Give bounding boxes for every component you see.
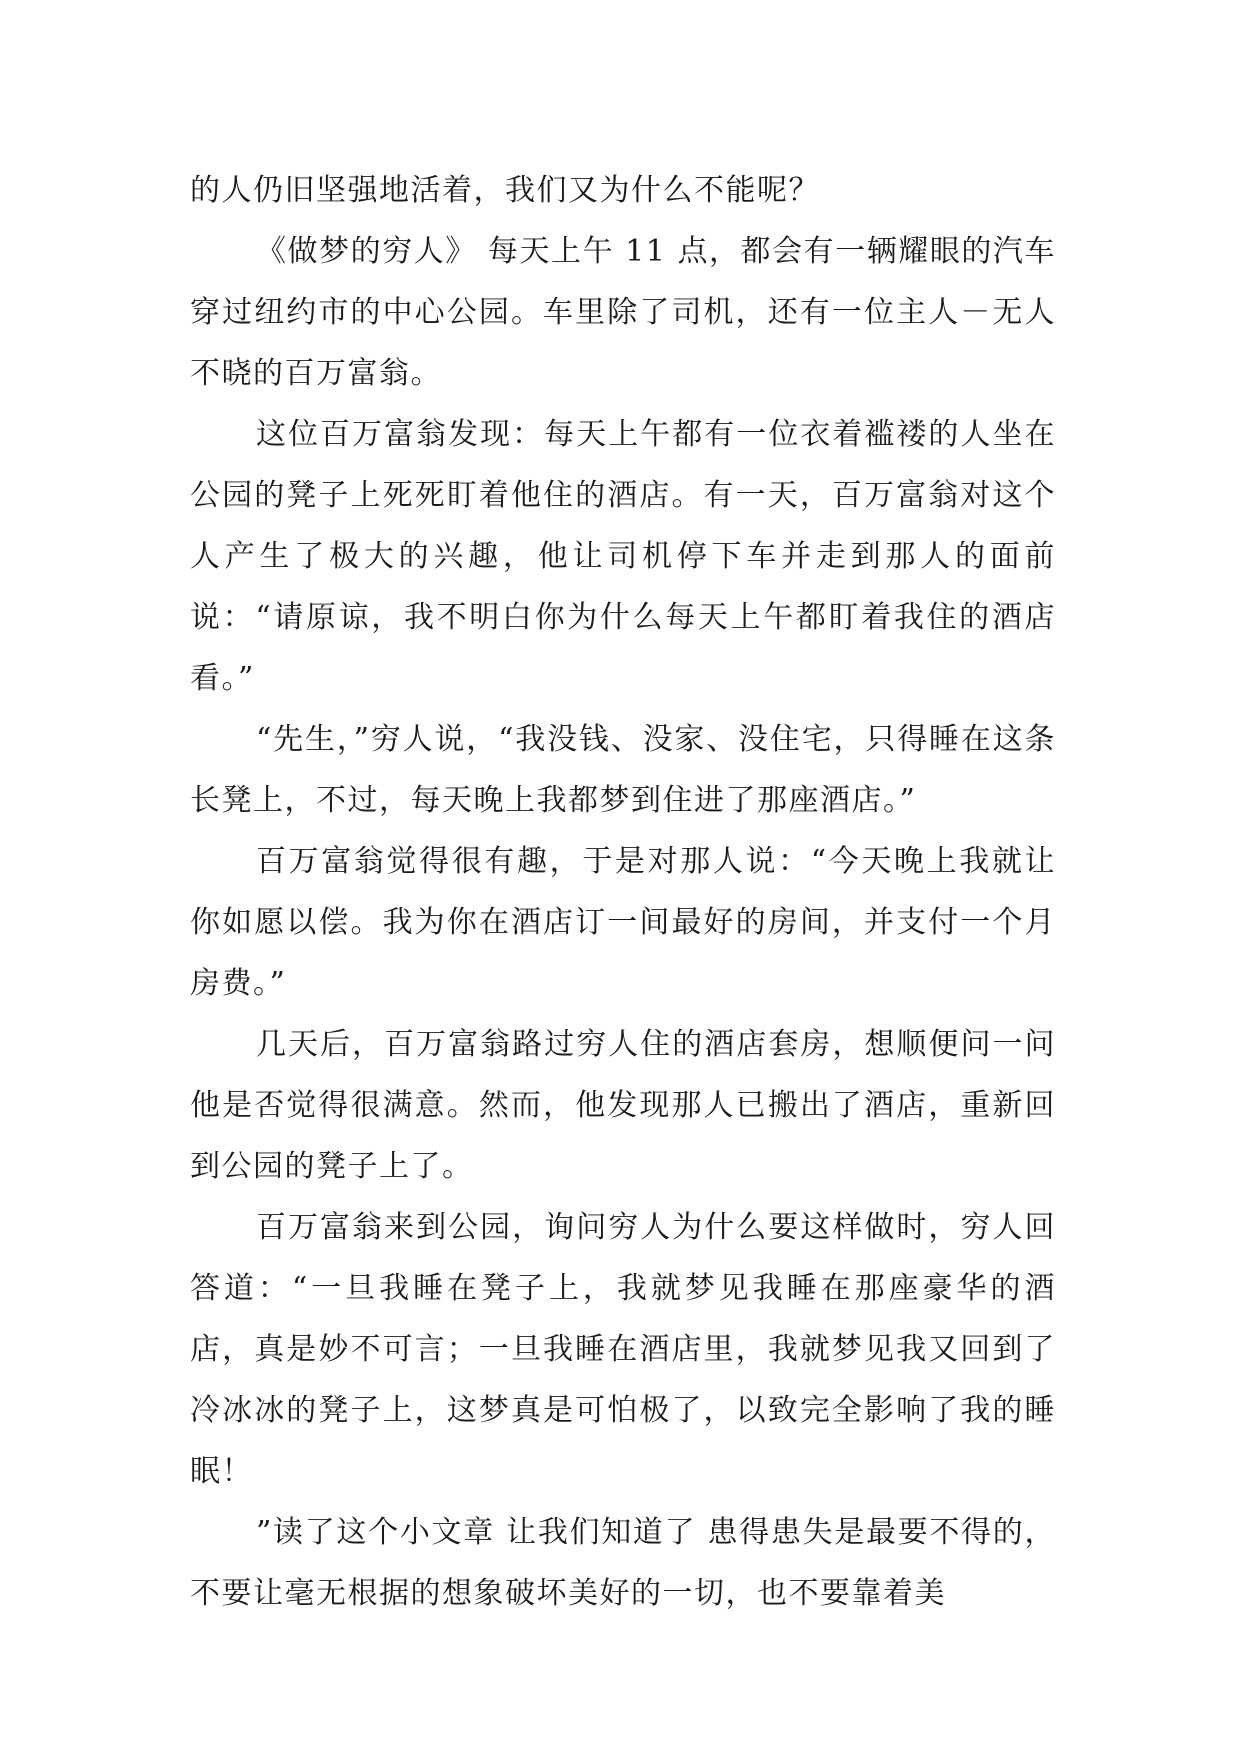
paragraph-5: 百万富翁觉得很有趣，于是对那人说：“今天晚上我就让你如愿以偿。我为你在酒店订一间最好的房间，并支付一个月房费。”	[190, 844, 1056, 1001]
paragraph-3: 这位百万富翁发现：每天上午都有一位衣着褴褛的人坐在公园的凳子上死死盯着他住的酒店。有一天，百万富翁对这个人产生了极大的兴趣，他让司机停下车并走到那人的面前说：“请原谅，我不明白你为什么每天上午都盯着我住的酒店看。”	[190, 417, 1056, 696]
paragraph-7: 百万富翁来到公园，询问穷人为什么要这样做时，穷人回答道：“一旦我睡在凳子上，我就梦见我睡在那座豪华的酒店，真是妙不可言；一旦我睡在酒店里，我就梦见我又回到了冷冰冰的凳子上，这梦真是可怕极了，以致完全影响了我的睡眠！	[190, 1210, 1056, 1489]
paragraph-6: 几天后，百万富翁路过穷人住的酒店套房，想顺便问一问他是否觉得很满意。然而，他发现那人已搬出了酒店，重新回到公园的凳子上了。	[190, 1027, 1056, 1184]
paragraph-2: 《做梦的穷人》 每天上午 11 点，都会有一辆耀眼的汽车穿过纽约市的中心公园。车里除了司机，还有一位主人－无人不晓的百万富翁。	[190, 234, 1056, 391]
paragraph-4: “先生，”穷人说，“我没钱、没家、没住宅，只得睡在这条长凳上，不过，每天晚上我都梦到住进了那座酒店。”	[190, 722, 1056, 818]
paragraph-8: ”读了这个小文章 让我们知道了 患得患失是最要不得的，不要让毫无根据的想象破坏美好的一切，也不要靠着美	[190, 1515, 1056, 1611]
document-body	[190, 160, 1056, 1624]
paragraph-1: 的人仍旧坚强地活着，我们又为什么不能呢？	[190, 173, 820, 208]
